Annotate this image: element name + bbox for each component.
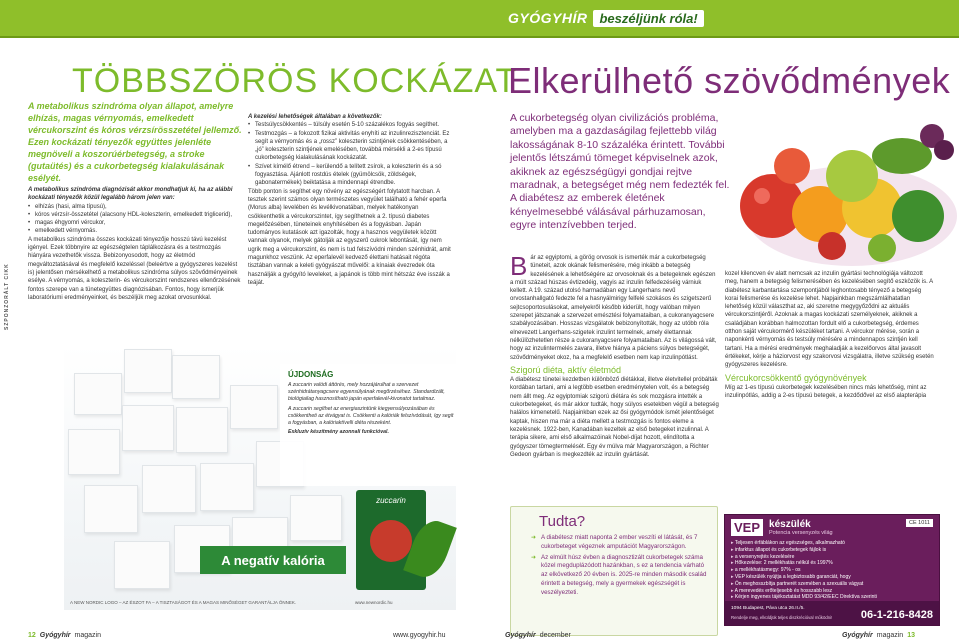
sugar-cube — [290, 495, 342, 541]
col1-risk-list — [28, 203, 243, 236]
list-item: • kóros vérzsír-összetétel (alacsony HDL-koleszterin, emelkedett triglicerid), — [28, 211, 243, 219]
list-item: ▸ A merevedés erőteljesebb és hosszabb lesz — [731, 588, 933, 595]
sugar-cube — [84, 485, 138, 533]
sponsor-label: SZPONZORÁLT CIKK — [4, 263, 10, 330]
ad-line-1: A zuccarin valódi áttörés, mely hozzájárulhat a szervezet szénhidrátanyagcsere egyensúlyának megőrzéséhez. Standardizált, biológiailag hasznosítható japán eperfalevél-kivonatot tartalmaz. — [288, 382, 445, 402]
left-column-1 — [28, 186, 243, 302]
ad-footnote: A NEW NORDIC LOGO – AZ ÉSZOT FA – A TISZTASÁGOT ÉS A MAGAS MINŐSÉGET GARANTÁLJA ÖNNEK. — [70, 600, 297, 605]
col4-paragraph: kozel kilencven év alatt nemcsak az inzulin gyártási technológiája változott meg, hanem a betegség felismerésében és kezelésében segítő eszközök is. A diabétesz karbantartása szempontjából leghontosabb tényező a betegség korai felismerése és kezelése lehet. Napjainkban megszámlálhatatlan lehetőség közül választhat az, aki szeretne megygyőződni az aktuális vércukorszintjéről. Azoknak a magas kockázati személyeknek, akiknek a családjában korábban halmozottan fordult elő a cukorbetegség, érdemes otthon saját vércukormérő készüléket tartani. A vércukor mérése, során a naponkénti vérnyomás és testsúly mérésére a mindennapos szintjén kell tartani. Ha a mérési eredmények meghaladják a kezelőorvos által javasolt értékeket, kérje a háziorvost egy szakorvosi vizsgálatra, illetve szükség esetén gyógyszeres kezelésre. — [725, 271, 934, 369]
did-you-know-list — [531, 534, 709, 598]
list-item: ▸ Teljesen érfáblákon az egészséges, alkalmazható — [731, 540, 933, 547]
ad-line-2: A zuccarin segíthet az energiaszintünk kiegyensúlyozásában és csökkentheti az étvágyat is. Csökkenti a kalóriák felszívódását, így segít a fogyásban, a kalóriaktívelli diéta részeként. — [288, 406, 454, 426]
ad-title: ÚJDONSÁG — [288, 370, 334, 379]
brand — [508, 8, 704, 28]
footer-right — [842, 632, 915, 639]
sugar-cube — [74, 373, 122, 415]
sugar-cube — [142, 465, 196, 513]
vep-logo: VEP — [731, 519, 763, 536]
list-item: ▸ infarktus állapot és cukorbetegek fájlok is — [731, 547, 933, 554]
list-item: ▸ a versenyrejtés kezelésére — [731, 554, 933, 561]
did-you-know-box — [510, 506, 718, 636]
left-column-2 — [248, 113, 454, 287]
apple-icon — [370, 520, 412, 562]
vep-address: 1094 Budapest, Páva utca 26.II./5. — [731, 606, 805, 611]
right-lead: A cukorbetegség olyan civilizációs probléma, amelyben ma a gazdaságilag fejlettebb világ lakosságának 8-10 százaléka érintett. További jelentős létszámú tömeget képviselnek azok, akiknek az egészségügyi gondjai rejtve maradnak, a betegséget még nem fedezték fel. A diabétesz az emberek életének kényelmesebbé válásával párhuzamosan, egyre intenzívebben terjed. — [510, 112, 730, 232]
magazine-word: magazin — [876, 632, 904, 639]
fruit-illustration — [732, 96, 959, 274]
sugar-cube — [122, 405, 174, 451]
list-item: • Szívet kímélő étrend – kerülendő a telített zsírok, a koleszterin és a só fogyasztása. Ajánlott rostdús ételek (gyümölcsök, zöldségek, gabonatermékek) beiktatása a mindennapi étrendbe. — [248, 163, 454, 188]
did-you-know-title: Tudta? — [539, 513, 586, 530]
list-item: • Testsúlycsökkentés – túlsúly esetén 5-10 százalékos fogyás segíthet. — [248, 121, 454, 129]
magazine-name: Gyógyhír — [842, 632, 873, 639]
ad-tagline: Exkluzív készítmény azonnali funkcióval. — [288, 429, 389, 435]
sugar-cube — [124, 349, 172, 393]
fruit-bowl-image — [732, 96, 959, 274]
col3-paragraph-2: A diabétesz tünetei kezdetben különböző diétákkal, illetve életvitellel próbálták kordában tartani, ami a legtöbb esetben eredménytelen volt, és a betegség nem állt meg. Az egyiptomiak szigorú diétára és sok mozgásra intették a cukorbetegeket, és már akkor tudták, hogy súlyos esetekben végül a betegség halálos kimenetelű. Napjainkban ezek az ősi gyógymódok ismét jelentőséget kaptak, hiszen ma már a diéta mellett a testmozgás is fontos eleme a kezelésnek. 1922-ben, Kanadában kezeltek az első betegeket inzulinnal. A terápia sikere, ami első alkalmazóinak Nobel-díjat hozott, elindította a gyógyszer tömegtermelését. Egy év múlva már Magyarországon, a Richter Gedeon gyárban is megkezdték az inzulin gyártását. — [510, 377, 719, 458]
vep-header — [731, 519, 933, 536]
right-column-1 — [510, 251, 720, 459]
ce-mark: CE 1011 — [906, 519, 933, 527]
sugar-cube — [114, 541, 170, 589]
col2-intro: A kezelési lehetőségek általában a következők: — [248, 114, 382, 120]
vep-subtitle: Potencia versenyzés világ — [769, 530, 833, 536]
sugar-cube — [230, 385, 278, 429]
left-title: TÖBBSZÖRÖS KOCKÁZAT — [72, 62, 518, 100]
list-item: • emelkedett vérnyomás. — [28, 227, 243, 235]
magazine-word: magazin — [74, 632, 101, 639]
vep-phone[interactable]: 06-1-216-8428 — [860, 609, 933, 621]
col2-treatment-list — [248, 121, 454, 187]
issue-month: december — [539, 632, 571, 639]
left-lead: A metabolikus szindróma olyan állapot, amelyre elhízás, magas vérnyomás, emelkedett vércukorszint és kóros vérzsírösszetétel jellemző. Ezen kockázati tényezők együttes jelenléte megnöveli a koszorúérbetegség, a stroke (gutaütés) és a cukorbetegség kialakulásának esélyét. — [28, 101, 242, 183]
vep-feature-list — [731, 540, 933, 601]
col2-paragraph: Több ponton is segíthet egy növény az egészségért folytatott harcban. A tesztek szerint számos olyan természetes vegyület található a fehér eperfa (Morus alba) levelében és levélkivonatában, melyek hatékonyan csökkenthetik a vércukorszintet, így segíthetnek a 2. típusú diabetes megelőzésében, tüneteinek enyhítésében és a fogyásban. Japán tudományos kutatások azt igazolták, hogy a hasznos vegyületek között vannak olyanok, melyek gátolják az egyszerű cukrok lebontását, így nem ugrik meg a vércukorszint, és nem is tud felszívódni minden szénhidrát, amit magunkhoz veszünk. Az eperfalevél kedvező élettani hatásait régóta tisztában vannak a keleti gyógyászat művelői: a kínaiak évezredek óta használják a gyógyító leveleket, a japánok is több mint hétszáz éve isszák a teáját. — [248, 188, 451, 286]
col4-paragraph-2: Míg az 1-es típusú cukorbetegek kezelésében nincs más lehetőség, mint az inzulinpótlás, addig a 2-es típusú betegek, a kezdődővel az első alapterápia — [725, 384, 927, 400]
vep-order-note: Rendelje meg, elküldjük teljes diszkrécióval működni! — [731, 615, 833, 620]
package-brand: zuccarin — [376, 496, 406, 505]
col1-intro: A metabolikus szindróma diagnózisát akkor mondhatjuk ki, ha az alábbi kockázati tényezők közül legalább három jelen van: — [28, 187, 233, 202]
ad-url[interactable]: www.newnordic.hu — [355, 600, 393, 605]
col4-subhead: Vércukorcsökkentő gyógynövények — [725, 372, 867, 383]
col1-paragraph: A metabolikus szindróma összes kockázati tényezője hosszú távú kezelést igényel. Ezek többnyire az egészségtelen táplálkozásra és a testmozgás hiányára vezethetők vissza. Bebizonyosodott, hogy az életmód megváltoztatásával és megfelelő kezeléssel (beleértve a gyógyszeres kezelést is) jelentősen mérsékelhető a metabolikus szindróma súlyos szövődményeinek esélye. A vérnyomás, a koleszterin- és vércukorszint rendszeres ellenőrzésének fontos szerepe van a tünetegyüttes diagnózisában. Fontos, hogy ismerjük laboratóriumi eredményeinket, és beszéljük meg azokat orvosunkkal. — [28, 236, 241, 301]
page-number-left: 12 — [28, 632, 36, 639]
footer-left — [28, 632, 101, 639]
right-column-2 — [725, 270, 935, 400]
sugar-cube — [68, 429, 120, 475]
list-item: ▸ a mellékhatásmegy: 97% - os — [731, 567, 933, 574]
list-item: ▸ Ön meghosszbítja partnerét szemében a szexuális vágyat — [731, 581, 933, 588]
negative-calorie-banner: A negatív kalória — [200, 546, 346, 574]
brand-tag: beszéljünk róla! — [593, 10, 703, 27]
drop-cap: B — [510, 251, 528, 281]
col3-subhead: Szigorú diéta, aktív életmód — [510, 364, 622, 375]
col3-paragraph: ár az egyiptomi, a görög orvosok is ismerték már a cukorbetegség tüneteit, azok okának felismerésére, még inkább a betegség kezelésének a lehetőségére az orvosoknak és a betegeknek egészen a múlt század húszas évtizedéig, vagyis az inzulin felfedezéséig várniuk kellett. A 19. század utolsó harmadában egy Langerhans nevű orvostanhallgató fedezte fel a hasnyálmirigy felfelé szokásos és szigetszerű sejtcsoportosulásokat, amelyekről később kiderült, hogy valóban milyen szerepet játszanak a szervezet emésztési folyamataiban, a cukoranyagcsere szabályozásában. Hosszas vizsgálatok bebizonyították, hogy az utóbb róla elnevezett Langerhans-szigetek inzulint termelnek, amely élettannak nélkülözhetetlen része a cukoranyagcsere folyamataiban. Az is világossá vált, hogy az inzulintermelés zavara, illetve hiánya a páciens súlyos betegségét, szövődményeket okoz, ha a megfelelő esetben nem kap inzulinpótlást. — [510, 255, 717, 361]
vep-device-ad — [724, 514, 940, 626]
top-bar — [0, 0, 959, 36]
list-item: • elhízás (hasi, alma típusú), — [28, 203, 243, 211]
list-item: ▸ Hőkezelése: 2 mellékhatás nélkül és 1997% — [731, 560, 933, 567]
sugar-cube — [176, 407, 228, 453]
list-item: ▸ Kérjen ingyenes tájékoztatást MDD 93/42/EEC Direktíva szerinti — [731, 594, 933, 601]
list-item: • Testmozgás – a fokozott fizikai aktivitás enyhíti az inzulinrezisztenciát. Ez segít a vérnyomás és a „rossz” koleszterin szintjének csökkentésében, a „jó” koleszterin szintjének emelésében, továbbá mérsékli a 2-es típusú cukorbetegség kialakulásának kockázatát. — [248, 130, 454, 163]
list-item: • magas éhgyomri vércukor, — [28, 219, 243, 227]
product-ad — [280, 364, 462, 486]
right-title: Elkerülhető szövődmények — [508, 60, 951, 101]
brand-name: GYÓGYHÍR — [508, 10, 588, 26]
footer-issue — [505, 632, 571, 639]
footer-url[interactable]: www.gyogyhir.hu — [393, 632, 446, 639]
page-number-right: 13 — [907, 632, 915, 639]
vep-name: készülék — [769, 519, 811, 530]
list-item: ➜ Az elmúlt húsz évben a diagnosztizált cukorbetegek száma közel megduplázódott hazánkban, s ez a tendencia várható az elkövetkező 20 évben is. 2025-re minden második család érintett a betegség, mely a gyermekek egészségét is veszélyezteti. — [531, 554, 709, 598]
list-item: ➜ A diabétesz miatt naponta 2 ember veszíti el látását, és 7 cukorbeteget végeznek amputációt Magyarországon. — [531, 534, 709, 552]
list-item: ▸ VEP készülék nyújtja a legbiztosabb garanciát, hogy — [731, 574, 933, 581]
sugar-cube — [172, 355, 220, 399]
magazine-name: Gyógyhír — [505, 632, 536, 639]
sugar-cube — [200, 463, 254, 511]
top-bar-divider — [0, 36, 959, 38]
magazine-name: Gyógyhír — [39, 632, 71, 639]
